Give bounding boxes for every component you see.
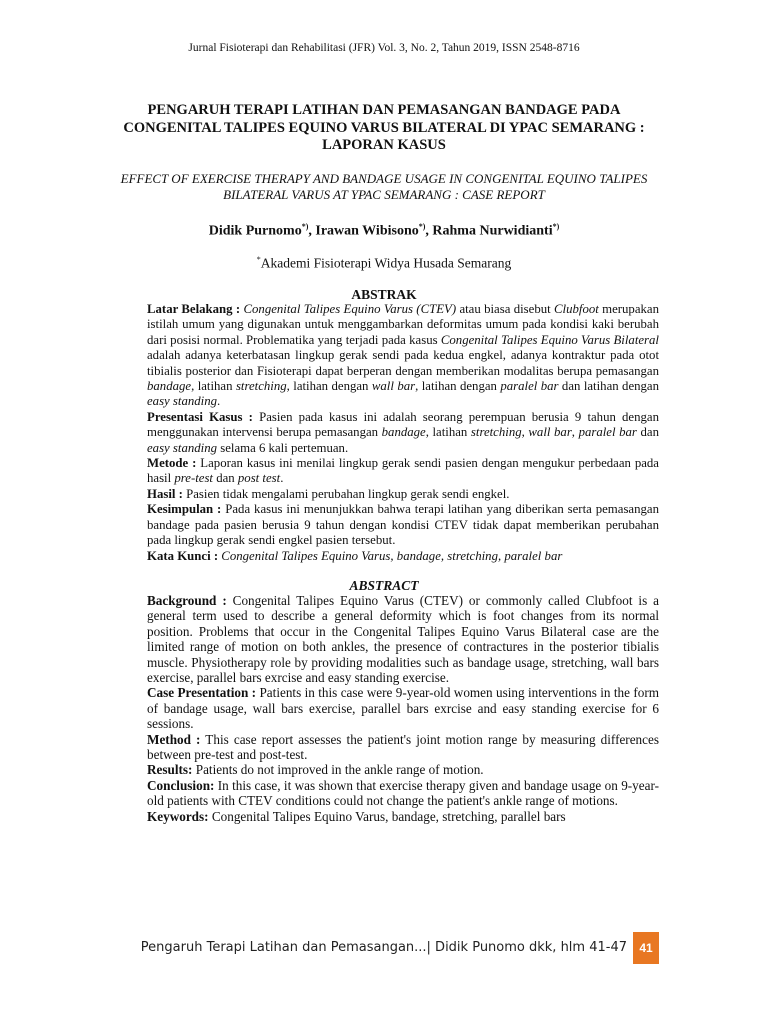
abstract-body [147, 593, 659, 824]
section-label: Case Presentation : [147, 685, 257, 701]
affiliation [0, 252, 768, 272]
paragraph-text: selama 6 kali pertemuan. [217, 440, 349, 455]
italic-term: Congenital Talipes Equino Varus Bilateral [440, 332, 659, 347]
paragraph-text: , latihan [425, 425, 471, 440]
paragraph-text: Patients do not improved in the ankle range of motion. [192, 762, 484, 778]
abstrak-body [147, 302, 659, 564]
paragraph-text: adalah adanya keterbatasan lingkup gerak sendi pada kedua engkel, adanya kontraktur pada otot tibialis posterior dan Fisioterapi dapat berperan dengan memberikan modalitas berupa pemasangan [147, 348, 659, 378]
italic-term: paralel bar [500, 379, 559, 394]
paragraph-text: , latihan dengan [415, 379, 501, 394]
paragraph-text: Pasien pada kasus ini adalah seorang perempuan berusia 9 tahun dengan menggunakan intervensi berupa pemasangan [147, 409, 659, 440]
keyword-list: Congenital Talipes Equino Varus, bandage, stretching, paralel bar [218, 548, 563, 563]
section-label: Kata Kunci : [147, 548, 219, 563]
running-footer: Pengaruh Terapi Latihan dan Pemasangan...| Didik Punomo dkk, hlm 41-47 [140, 940, 627, 955]
affiliation-text: Akademi Fisioterapi Widya Husada Semarang [260, 255, 512, 271]
author-mark: *) [552, 222, 560, 231]
abstrak-hasil [147, 487, 659, 502]
abstract-method [147, 732, 659, 763]
abstract-keywords [147, 809, 659, 824]
section-label: Conclusion: [147, 777, 215, 793]
author-name: Didik Purnomo [208, 223, 302, 239]
italic-term: easy standing [147, 394, 218, 409]
section-label: Background : [147, 593, 227, 608]
abstrak-latar-belakang [147, 302, 659, 410]
abstract-background [147, 593, 659, 685]
section-label: Latar Belakang : [147, 302, 241, 316]
abstrak-metode [147, 456, 659, 487]
italic-term: stretching, wall bar [470, 425, 572, 440]
journal-header: Jurnal Fisioterapi dan Rehabilitasi (JFR) Vol. 3, No. 2, Tahun 2019, ISSN 2548-8716 [188, 42, 580, 54]
paragraph-text: In this case, it was shown that exercise therapy given and bandage usage on 9-year-old patients with CTEV conditions could not change the patient's ankle range of motions. [147, 777, 659, 809]
italic-term: bandage [381, 425, 426, 440]
section-label: Hasil : [147, 486, 183, 501]
section-label: Metode : [147, 456, 197, 471]
italic-term: post test [237, 471, 281, 486]
abstract-results [147, 762, 659, 777]
paragraph-text: dan latihan dengan [558, 379, 660, 394]
paragraph-text: merupakan istilah umum yang digunakan untuk menggambarkan deformitas umum pada kondisi kaki berubah dari posisi normal. Problematika yang terjadi pada kasus [147, 302, 659, 347]
author-mark: *) [418, 222, 426, 231]
author-mark: *) [301, 222, 309, 231]
author-name: Irawan Wibisono [315, 223, 419, 239]
keyword-list: Congenital Talipes Equino Varus, bandage, stretching, parallel bars [208, 808, 566, 824]
paragraph-text: . [280, 471, 284, 486]
paragraph-text: This case report assesses the patient's joint motion range by measuring differences between pre-test and post-test. [147, 731, 659, 763]
section-label: Results: [147, 762, 193, 778]
italic-term: Congenital Talipes Equino Varus (CTEV) [243, 302, 457, 316]
section-label: Presentasi Kasus : [147, 409, 253, 424]
paragraph-text: Pada kasus ini menunjukkan bahwa terapi latihan yang diberikan serta pemasangan bandage pada pasien berusia 9 tahun dengan kondisi CTEV tidak dapat memberikan perubahan pada lingkup gerak sendi engkel pasien tersebut. [147, 502, 659, 548]
abstrak-kata-kunci [147, 549, 659, 564]
section-label: Method : [147, 731, 201, 747]
author-separator: , [425, 223, 433, 239]
italic-term: pre-test [174, 471, 213, 486]
section-label: Kesimpulan : [147, 502, 222, 517]
italic-term: bandage [147, 379, 192, 394]
paragraph-text: dan [213, 471, 238, 486]
paragraph-text: atau biasa disebut [456, 302, 555, 316]
section-label: Keywords: [147, 808, 209, 824]
paragraph-text: . [217, 394, 221, 409]
abstract-heading: ABSTRACT [349, 578, 419, 593]
italic-term: stretching, [235, 379, 290, 394]
italic-term: Clubfoot [554, 302, 599, 316]
author-name: Rahma Nurwidianti [432, 223, 553, 239]
paragraph-text: latihan dengan [289, 379, 372, 394]
paragraph-text: , [571, 425, 579, 440]
abstrak-presentasi-kasus [147, 410, 659, 456]
abstract-case-presentation [147, 685, 659, 731]
author-list [0, 218, 768, 240]
paragraph-text: dan [636, 425, 659, 440]
italic-term: easy standing [147, 440, 218, 455]
paper-title-english: EFFECT OF EXERCISE THERAPY AND BANDAGE USAGE IN CONGENITAL EQUINO TALIPES BILATERAL VARUS AT YPAC SEMARANG : CASE REPORT [120, 171, 648, 202]
paragraph-text: Patients in this case were 9-year-old women using interventions in the form of bandage usage, wall bars exercise, parallel bars exrcise and easy standing exercise for 6 sessions. [147, 685, 659, 732]
abstrak-kesimpulan [147, 502, 659, 548]
italic-term: wall bar [371, 379, 416, 394]
paper-title: PENGARUH TERAPI LATIHAN DAN PEMASANGAN BANDAGE PADA CONGENITAL TALIPES EQUINO VARUS BILATERAL DI YPAC SEMARANG : LAPORAN KASUS [123, 102, 645, 153]
paragraph-text: , latihan [191, 379, 236, 394]
paragraph-text: Congenital Talipes Equino Varus (CTEV) or commonly called Clubfoot is a general term used to describe a general deformity which is foot changes from its normal position. Problems that occur in the Congenital Talipes Equino Varus Bilateral case are the limited range of motion on both ankles, the presence of contractures in the posterior tibialis muscle. Physiotherapy role by providing modalities such as bandage usage, stretching, wall bars exercise, parallel bars exrcise and easy standing exercise. [147, 593, 659, 686]
page-number-badge: 41 [633, 932, 659, 964]
abstract-conclusion [147, 778, 659, 809]
paragraph-text: Laporan kasus ini menilai lingkup gerak sendi pasien dengan mengukur perbedaan pada hasil [147, 456, 659, 486]
affiliation-mark: * [256, 255, 261, 264]
abstrak-heading: ABSTRAK [351, 287, 417, 302]
italic-term: paralel bar [578, 425, 637, 440]
paragraph-text: Pasien tidak mengalami perubahan lingkup gerak sendi engkel. [182, 486, 510, 501]
author-separator: , [308, 223, 316, 239]
